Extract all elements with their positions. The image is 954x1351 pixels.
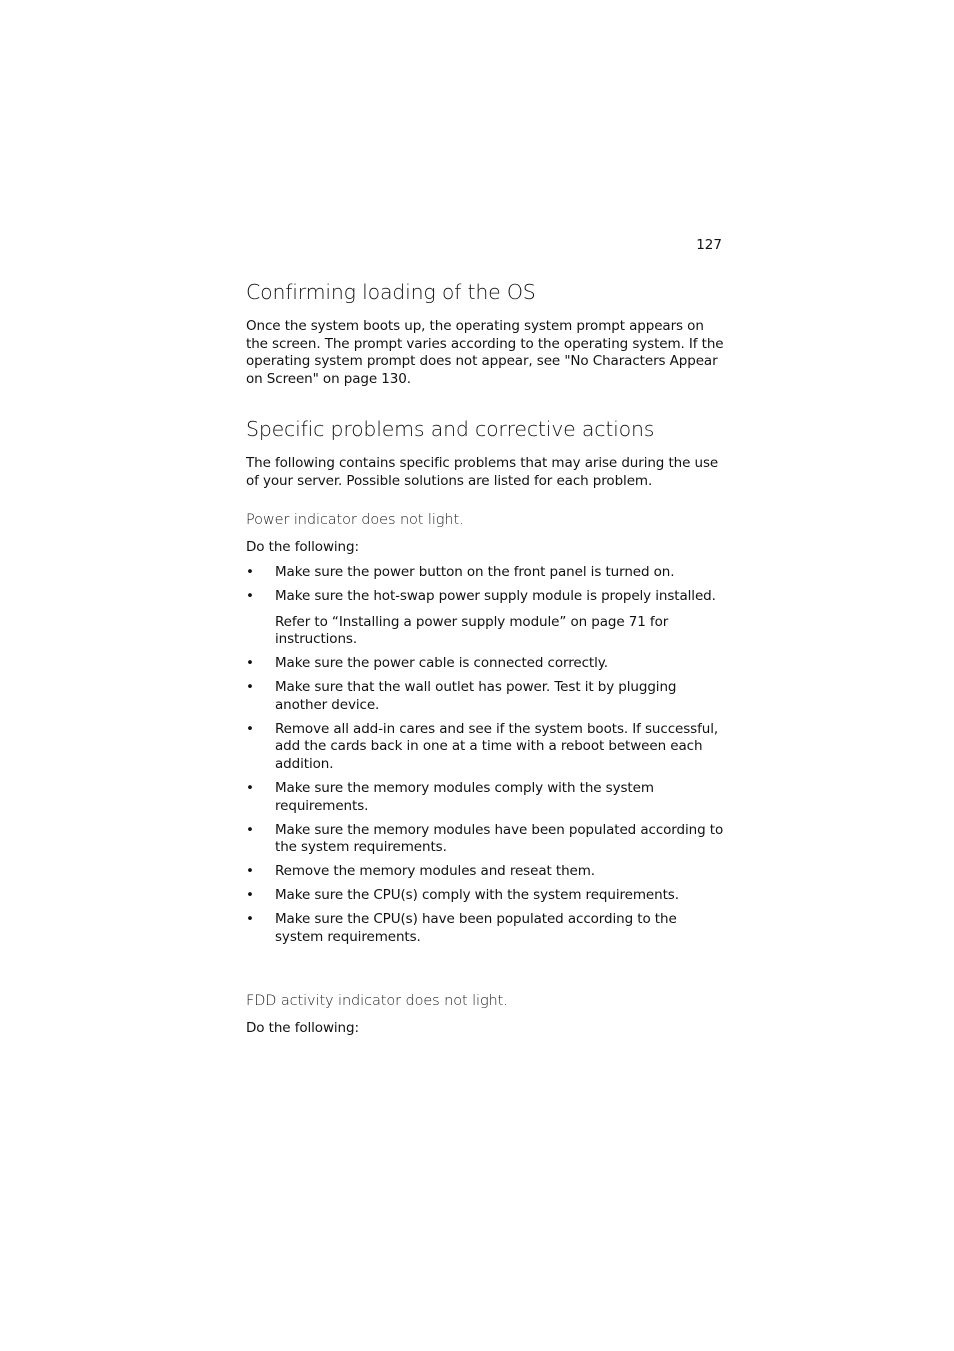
bullet-glyph: •: [246, 780, 254, 797]
list-item-text: Make sure that the wall outlet has power. Test it by plugging another device.: [275, 679, 677, 713]
problem-title-power-indicator: Power indicator does not light.: [246, 511, 464, 528]
list-item-text: Remove all add-in cares and see if the system boots. If successful, add the cards back in one at a time with a reboot between each addition.: [275, 720, 719, 773]
section-body-confirming-os: Once the system boots up, the operating system prompt appears on the screen. The prompt varies according to the operating system. If the operating system prompt does not appear, see "No Characters Appear on Screen" on page 130.: [246, 318, 724, 387]
problem-intro-fdd-indicator: Do the following:: [246, 1020, 359, 1037]
bullet-glyph: •: [246, 655, 254, 672]
list-item-text: Make sure the memory modules have been populated according to the system requirements.: [275, 821, 724, 856]
bullet-glyph: •: [246, 720, 254, 737]
list-item-text: Make sure the power cable is connected correctly.: [275, 655, 608, 672]
list-item-text: Remove the memory modules and reseat them.: [275, 863, 595, 880]
list-item-text: Make sure the CPU(s) have been populated according to the system requirements.: [275, 911, 677, 945]
list-item: [246, 655, 724, 673]
list-item: [246, 822, 724, 857]
list-item: [246, 863, 724, 881]
bullet-glyph: •: [246, 911, 254, 928]
bullet-glyph: •: [246, 588, 254, 605]
problem-title-fdd-indicator: FDD activity indicator does not light.: [246, 993, 508, 1010]
list-item: [246, 721, 724, 774]
list-item: [246, 911, 724, 946]
bullet-glyph: •: [246, 679, 254, 696]
list-item: [246, 564, 724, 582]
bullet-glyph: •: [246, 564, 254, 581]
list-item: [246, 887, 724, 905]
bullet-glyph: •: [246, 821, 254, 838]
list-item-text: Make sure the power button on the front panel is turned on.: [275, 564, 675, 581]
page-content: [246, 278, 724, 1038]
list-item-text: Make sure the hot-swap power supply module is propely installed.: [275, 588, 716, 605]
list-item-text: Make sure the memory modules comply with the system requirements.: [275, 780, 654, 814]
bullet-glyph: •: [246, 887, 254, 904]
page-number: 127: [696, 237, 722, 253]
bullet-glyph: •: [246, 863, 254, 880]
list-item-note: Refer to “Installing a power supply module” on page 71 for instructions.: [275, 613, 669, 648]
section-title-specific-problems: Specific problems and corrective actions: [246, 417, 655, 442]
list-item-text: Make sure the CPU(s) comply with the system requirements.: [275, 887, 679, 904]
section-title-confirming-os: Confirming loading of the OS: [246, 280, 536, 304]
section-body-specific-problems: The following contains specific problems that may arise during the use of your server. Possible solutions are listed for each problem.: [246, 455, 719, 489]
list-item: [246, 780, 724, 815]
power-indicator-checklist: [246, 564, 724, 946]
problem-intro-power-indicator: Do the following:: [246, 538, 359, 555]
list-item: [246, 588, 724, 649]
list-item: [246, 679, 724, 714]
